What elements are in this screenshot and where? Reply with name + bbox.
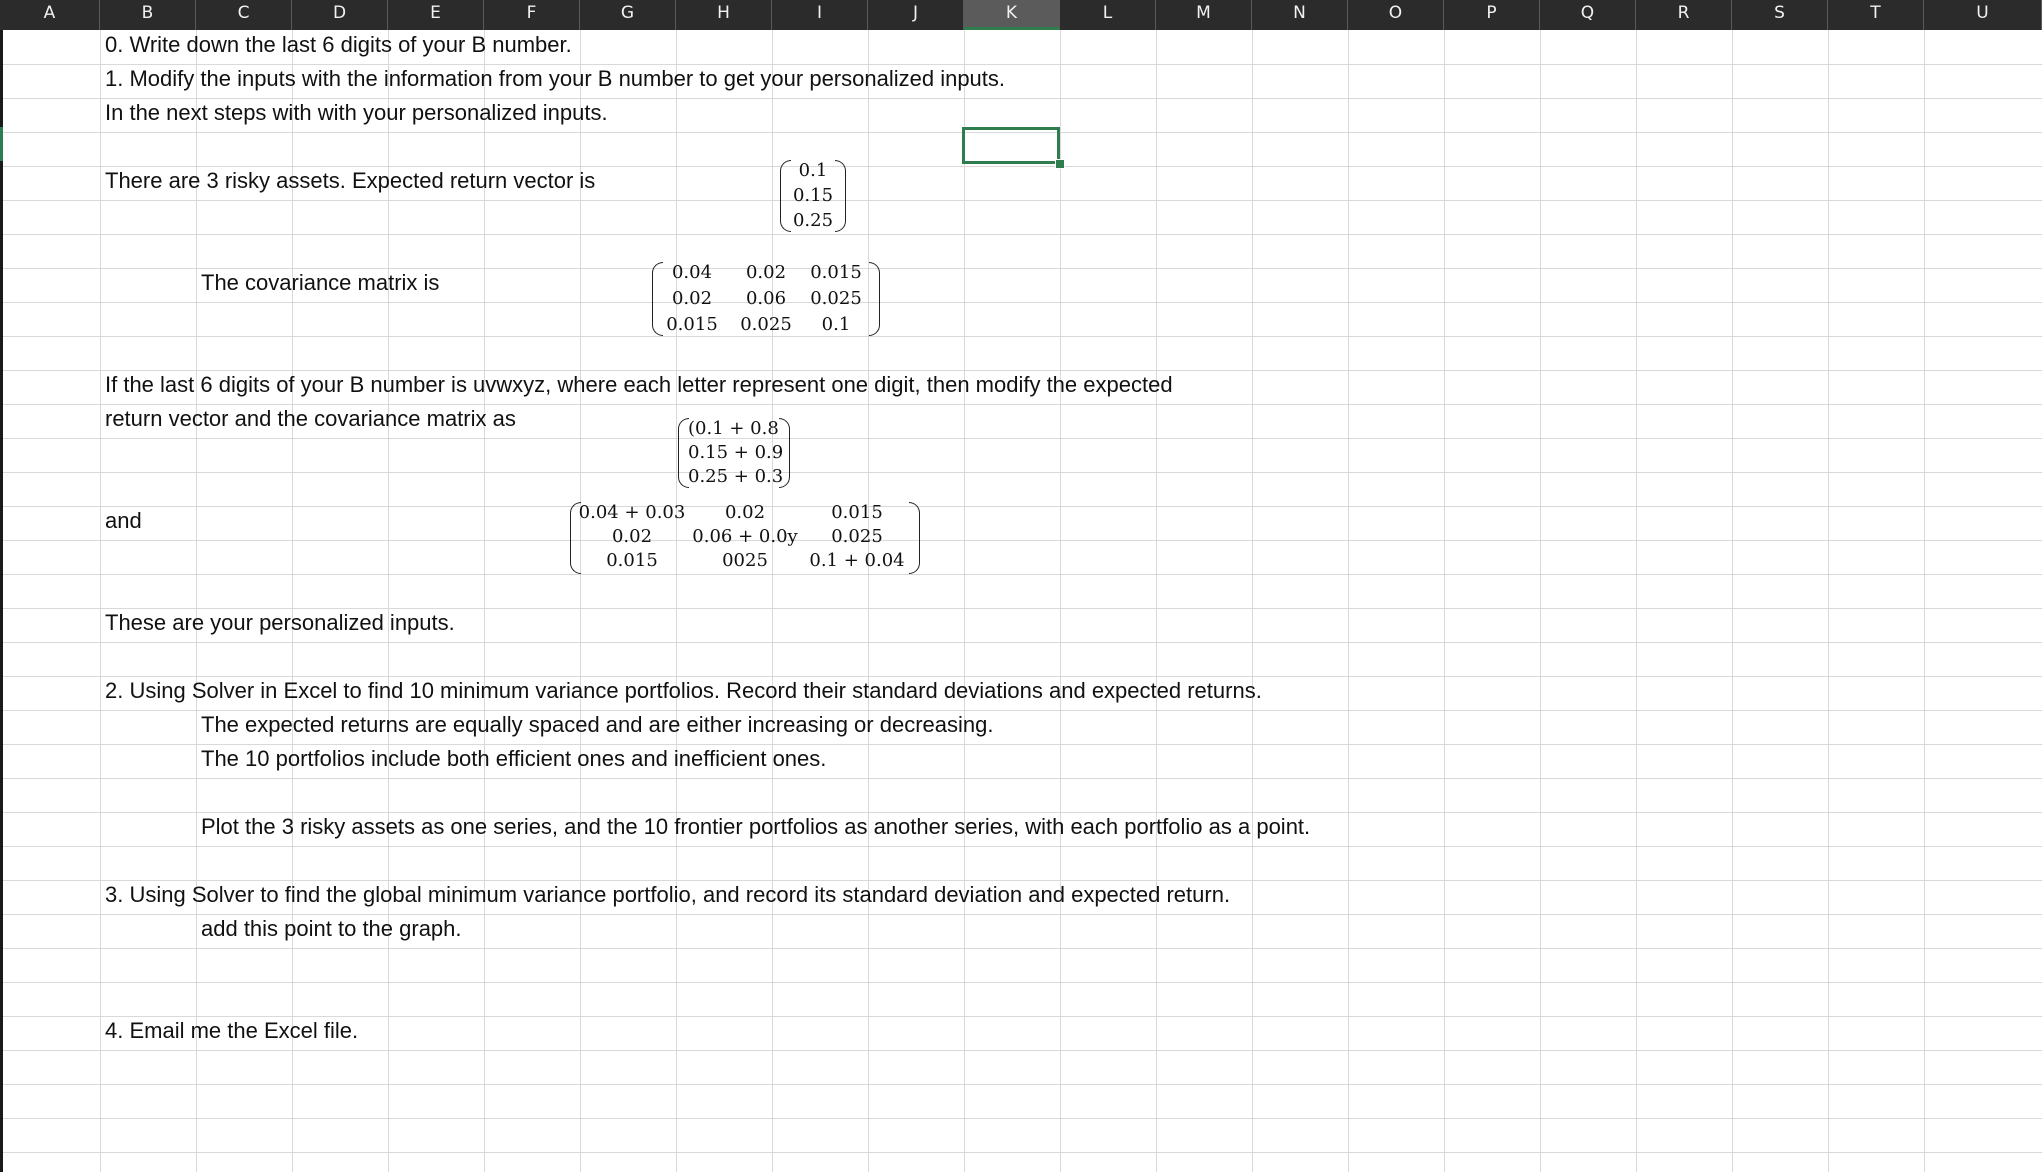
step3-text[interactable]: 3. Using Solver to find the global minimum variance portfolio, and record its standard deviation and expected return.	[105, 882, 1231, 907]
row-gridline	[0, 64, 2042, 65]
right-paren	[909, 502, 920, 574]
column-gridline	[868, 30, 869, 1172]
column-header-i[interactable]: I	[772, 0, 868, 30]
return-value: 0.1	[798, 160, 828, 181]
column-gridline	[580, 30, 581, 1172]
modify-text-line2[interactable]: return vector and the covariance matrix as	[105, 406, 516, 431]
mod-return-value: (0.1 + 0.8	[688, 418, 779, 439]
row-gridline	[0, 608, 2042, 609]
next-steps-text[interactable]: In the next steps with with your personalized inputs.	[105, 100, 608, 125]
column-gridline	[1540, 30, 1541, 1172]
step2-detail-b[interactable]: The 10 portfolios include both efficient ones and inefficient ones.	[201, 746, 827, 771]
column-gridline	[1444, 30, 1445, 1172]
column-header-j[interactable]: J	[868, 0, 964, 30]
mod-return-value: 0.25 + 0.3	[688, 466, 784, 487]
column-header-s[interactable]: S	[1732, 0, 1828, 30]
row-gridline	[0, 98, 2042, 99]
column-header-u[interactable]: U	[1924, 0, 2042, 30]
row-gridline	[0, 302, 2042, 303]
column-gridline	[484, 30, 485, 1172]
cov-value: 0.015	[666, 314, 718, 335]
column-header-c[interactable]: C	[196, 0, 292, 30]
cov-value: 0.025	[740, 314, 792, 335]
mod-cov-value: 0025	[722, 550, 768, 571]
column-gridline	[100, 30, 101, 1172]
row-gridline	[0, 472, 2042, 473]
column-header-f[interactable]: F	[484, 0, 580, 30]
column-header-m[interactable]: M	[1156, 0, 1252, 30]
column-gridline	[1252, 30, 1253, 1172]
mod-cov-value: 0.04 + 0.03	[578, 502, 686, 523]
row-gridline	[0, 812, 2042, 813]
column-header-n[interactable]: N	[1252, 0, 1348, 30]
mod-cov-value: 0.02	[724, 502, 766, 523]
row-gridline	[0, 166, 2042, 167]
row-gridline	[0, 1152, 2042, 1153]
modify-text-line1[interactable]: If the last 6 digits of your B number is uvwxyz, where each letter represent one digit, then modify the expected	[105, 372, 1173, 397]
column-gridline	[196, 30, 197, 1172]
column-gridline	[1924, 30, 1925, 1172]
modified-covariance-matrix-image[interactable]	[570, 502, 920, 574]
return-vector-image[interactable]	[780, 160, 846, 232]
column-header-a[interactable]: A	[0, 0, 100, 30]
row-gridline	[0, 710, 2042, 711]
fill-handle[interactable]	[1055, 159, 1065, 169]
modified-return-vector-image[interactable]	[678, 418, 790, 488]
mod-cov-value: 0.06 + 0.0y	[692, 526, 798, 547]
row-gridline	[0, 200, 2042, 201]
row-gridline	[0, 438, 2042, 439]
row-gridline	[0, 880, 2042, 881]
row-gridline	[0, 778, 2042, 779]
column-gridline	[1060, 30, 1061, 1172]
row-gridline	[0, 1016, 2042, 1017]
row-gridline	[0, 370, 2042, 371]
return-value: 0.15	[792, 185, 834, 206]
row-gridline	[0, 1050, 2042, 1051]
column-header-p[interactable]: P	[1444, 0, 1540, 30]
step3-detail[interactable]: add this point to the graph.	[201, 916, 462, 941]
column-gridline	[772, 30, 773, 1172]
row-gridline	[0, 268, 2042, 269]
row-gridline	[0, 540, 2042, 541]
row-gridline	[0, 914, 2042, 915]
column-header-r[interactable]: R	[1636, 0, 1732, 30]
cov-value: 0.015	[810, 262, 862, 283]
cov-value: 0.06	[745, 288, 787, 309]
row-gridline	[0, 846, 2042, 847]
column-gridline	[292, 30, 293, 1172]
cov-value: 0.02	[745, 262, 787, 283]
column-gridline	[1828, 30, 1829, 1172]
row-gridline	[0, 642, 2042, 643]
row-gridline	[0, 1084, 2042, 1085]
column-header-e[interactable]: E	[388, 0, 484, 30]
row-gridline	[0, 676, 2042, 677]
selected-row-marker	[0, 127, 3, 161]
and-text[interactable]: and	[105, 508, 142, 533]
mod-return-value: 0.15 + 0.9	[688, 442, 784, 463]
return-value: 0.25	[792, 210, 834, 231]
cov-value: 0.02	[671, 288, 713, 309]
row-gridline	[0, 404, 2042, 405]
risky-assets-text[interactable]: There are 3 risky assets. Expected return vector is	[105, 168, 596, 193]
covariance-intro-text[interactable]: The covariance matrix is	[201, 270, 440, 295]
row-gridline	[0, 982, 2042, 983]
column-gridline	[1156, 30, 1157, 1172]
column-header-h[interactable]: H	[676, 0, 772, 30]
row-gridline	[0, 336, 2042, 337]
column-gridline	[388, 30, 389, 1172]
plot-text[interactable]: Plot the 3 risky assets as one series, and the 10 frontier portfolios as another series, with each portfolio as a point.	[201, 814, 1311, 839]
mod-cov-value: 0.015	[606, 550, 658, 571]
mod-cov-value: 0.025	[831, 526, 883, 547]
column-header-l[interactable]: L	[1060, 0, 1156, 30]
column-gridline	[1348, 30, 1349, 1172]
column-header-k[interactable]: K	[964, 0, 1060, 30]
row-gridline	[0, 506, 2042, 507]
column-header-q[interactable]: Q	[1540, 0, 1636, 30]
row-header-edge	[0, 30, 3, 1172]
column-gridline	[1636, 30, 1637, 1172]
step2-detail-a[interactable]: The expected returns are equally spaced and are either increasing or decreasing.	[201, 712, 994, 737]
column-header-g[interactable]: G	[580, 0, 676, 30]
column-header-d[interactable]: D	[292, 0, 388, 30]
row-gridline	[0, 948, 2042, 949]
column-header-o[interactable]: O	[1348, 0, 1444, 30]
cov-value: 0.025	[810, 288, 862, 309]
column-header-b[interactable]: B	[100, 0, 196, 30]
mod-cov-value: 0.1 + 0.04	[809, 550, 905, 571]
row-gridline	[0, 1118, 2042, 1119]
mod-cov-value: 0.02	[611, 526, 653, 547]
step4-text[interactable]: 4. Email me the Excel file.	[105, 1018, 359, 1043]
row-gridline	[0, 744, 2042, 745]
mod-cov-value: 0.015	[831, 502, 883, 523]
cov-value: 0.04	[671, 262, 713, 283]
column-gridline	[1732, 30, 1733, 1172]
step0-text[interactable]: 0. Write down the last 6 digits of your B number.	[105, 32, 572, 57]
step2-text[interactable]: 2. Using Solver in Excel to find 10 minimum variance portfolios. Record their standard deviations and expected returns.	[105, 678, 1262, 703]
cov-value: 0.1	[821, 314, 851, 335]
step1-text[interactable]: 1. Modify the inputs with the information from your B number to get your personalized inputs.	[105, 66, 1006, 91]
column-gridline	[964, 30, 965, 1172]
column-gridline	[676, 30, 677, 1172]
covariance-matrix-image[interactable]	[652, 262, 880, 336]
row-gridline	[0, 574, 2042, 575]
active-cell-selection[interactable]	[962, 127, 1060, 164]
personalized-text[interactable]: These are your personalized inputs.	[105, 610, 455, 635]
row-gridline	[0, 234, 2042, 235]
right-paren	[869, 262, 880, 336]
column-header-t[interactable]: T	[1828, 0, 1924, 30]
